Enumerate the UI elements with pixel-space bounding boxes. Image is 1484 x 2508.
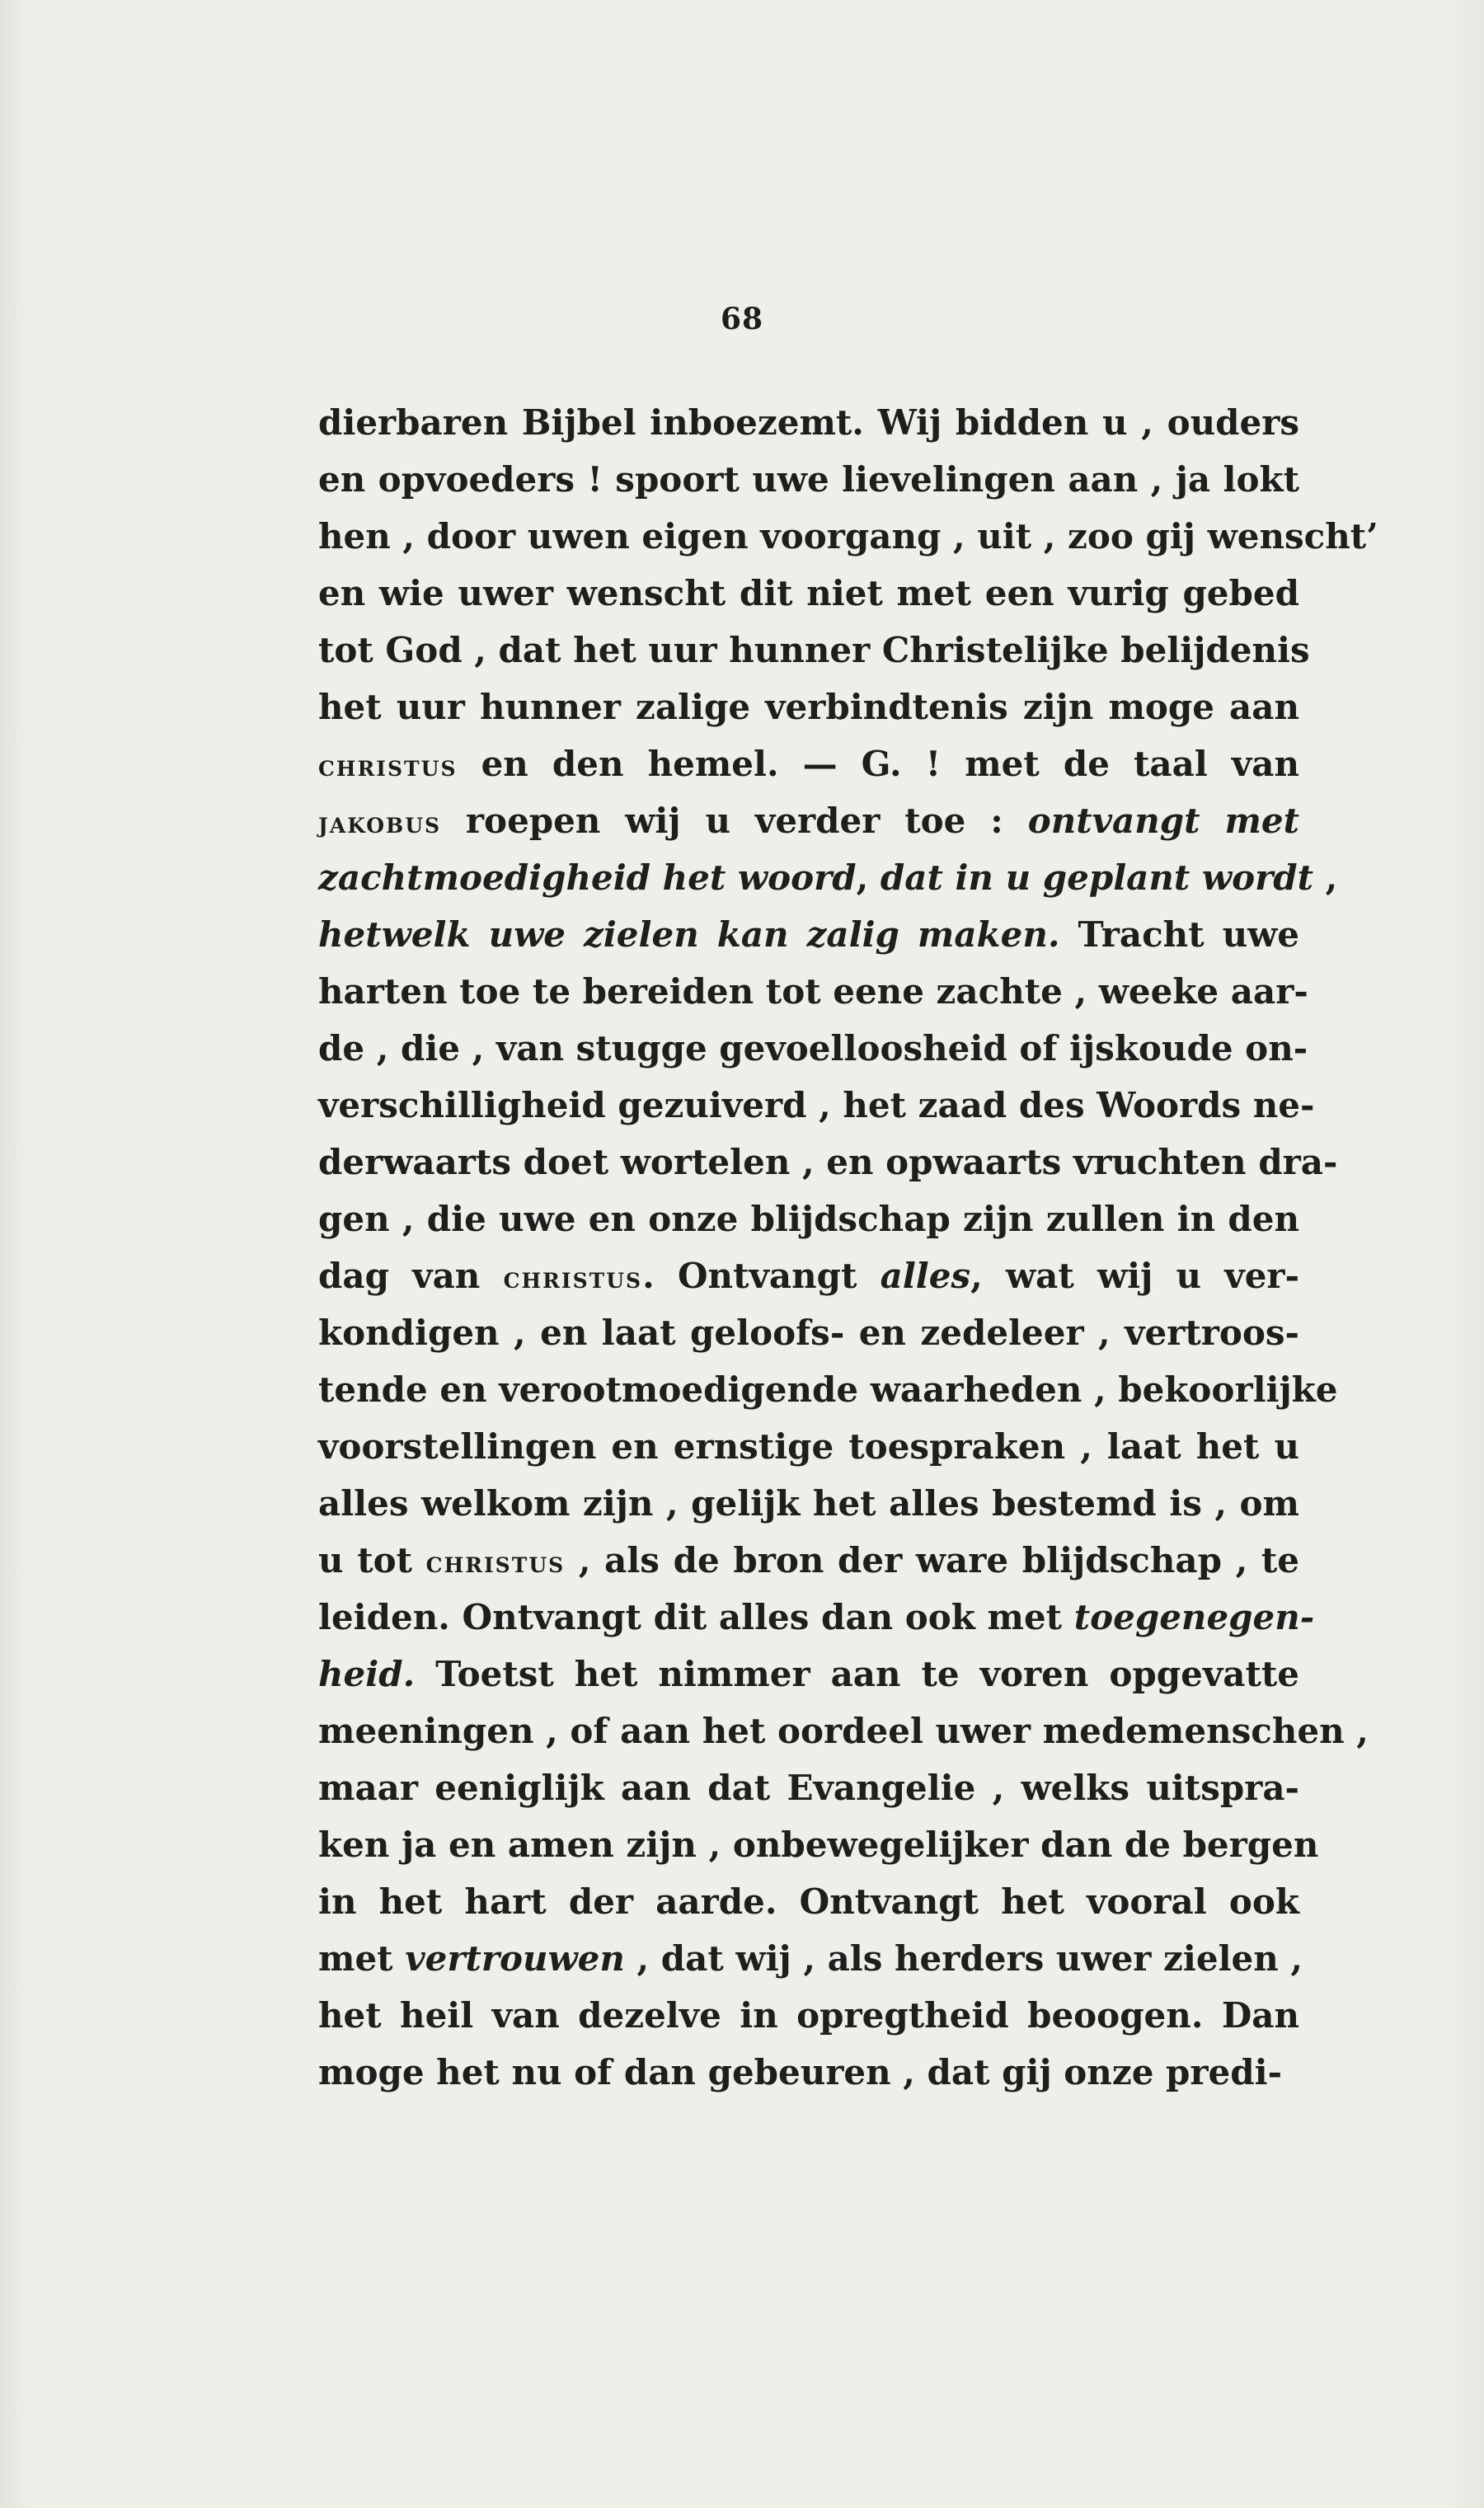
text-line bbox=[318, 1304, 1299, 1361]
text-run: en wie uwer wenscht dit niet met een vurig gebed bbox=[318, 573, 1299, 613]
page-number: 68 bbox=[720, 302, 764, 336]
text-line bbox=[318, 1191, 1299, 1247]
text-run: kondigen , en laat geloofs- en zedeleer , vertroos- bbox=[318, 1313, 1299, 1353]
text-line bbox=[318, 906, 1299, 963]
text-run: , bbox=[856, 857, 881, 898]
text-line bbox=[318, 1361, 1338, 1418]
text-run: harten toe te bereiden tot eene zachte , weeke aar- bbox=[318, 971, 1308, 1012]
text-run: voorstellingen en ernstige toespraken , laat het u bbox=[318, 1426, 1299, 1467]
text-run: , bbox=[1313, 857, 1338, 898]
text-run: meeningen , of aan het oordeel uwer medemenschen , bbox=[318, 1711, 1369, 1751]
text-run: leiden. Ontvangt dit alles dan ook met bbox=[318, 1597, 1074, 1637]
italic-phrase: alles bbox=[880, 1256, 971, 1296]
body-text bbox=[318, 394, 1378, 2101]
text-run: Tracht uwe bbox=[1059, 914, 1299, 955]
text-run: roepen wij u verder toe : bbox=[441, 801, 1028, 841]
italic-phrase: toegenegen- bbox=[1073, 1597, 1315, 1637]
text-line bbox=[318, 849, 1338, 906]
text-run: gen , die uwe en onze blijdschap zijn zullen in den bbox=[318, 1199, 1299, 1239]
text-line bbox=[318, 508, 1378, 565]
text-line bbox=[318, 1589, 1315, 1646]
text-line bbox=[318, 1475, 1299, 1532]
text-line bbox=[318, 2044, 1299, 2101]
text-line bbox=[318, 1247, 1299, 1304]
text-run: het heil van dezelve in opregtheid beoogen. Dan bbox=[318, 1995, 1299, 2036]
text-line bbox=[318, 1077, 1315, 1134]
text-run: , wat wij u ver- bbox=[970, 1256, 1299, 1296]
text-run: moge het nu of dan gebeuren , dat gij onze predi- bbox=[318, 2052, 1283, 2092]
text-line bbox=[318, 1930, 1303, 1987]
text-line bbox=[318, 1759, 1299, 1816]
italic-phrase: vertrouwen bbox=[405, 1938, 625, 1979]
text-line bbox=[318, 1134, 1338, 1191]
small-caps-name: christus bbox=[318, 749, 458, 783]
text-run: u tot bbox=[318, 1540, 426, 1580]
text-line bbox=[318, 792, 1299, 849]
text-line bbox=[318, 565, 1299, 622]
text-run: , als de bron der ware blijdschap , te bbox=[565, 1540, 1299, 1580]
text-run: , dat wij , als herders uwer zielen , bbox=[624, 1938, 1303, 1979]
text-line bbox=[318, 394, 1299, 451]
small-caps-name: christus bbox=[425, 1545, 566, 1580]
small-caps-name: christus bbox=[503, 1261, 643, 1295]
text-run: ken ja en amen zijn , onbewegelijker dan de bergen bbox=[318, 1825, 1319, 1865]
text-line bbox=[318, 1873, 1299, 1930]
text-run: . Ontvangt bbox=[642, 1256, 881, 1296]
text-line bbox=[318, 679, 1299, 735]
text-run: tende en verootmoedigende waarheden , bekoorlijke bbox=[318, 1369, 1338, 1410]
text-run: in het hart der aarde. Ontvangt het vooral ook bbox=[318, 1881, 1299, 1922]
text-run: en den hemel. — G. ! met de taal van bbox=[457, 744, 1299, 784]
italic-phrase: dat in u geplant wordt bbox=[880, 857, 1313, 898]
text-line bbox=[318, 1646, 1299, 1703]
text-line bbox=[318, 1703, 1369, 1759]
text-run: met bbox=[318, 1938, 406, 1979]
italic-phrase: hetwelk uwe zielen kan zalig maken. bbox=[318, 914, 1060, 955]
text-run: de , die , van stugge gevoelloosheid of ijskoude on- bbox=[318, 1028, 1308, 1068]
text-line bbox=[318, 1418, 1299, 1475]
text-run: Toetst het nimmer aan te voren opgevatte bbox=[415, 1654, 1299, 1694]
text-run: het uur hunner zalige verbindtenis zijn moge aan bbox=[318, 687, 1299, 727]
text-run: hen , door uwen eigen voorgang , uit , zoo gij wenscht’ bbox=[318, 516, 1378, 557]
italic-phrase: zachtmoedigheid het woord bbox=[318, 857, 857, 898]
text-line bbox=[318, 963, 1308, 1020]
text-line bbox=[318, 1816, 1319, 1873]
text-run: derwaarts doet wortelen , en opwaarts vruchten dra- bbox=[318, 1142, 1338, 1182]
italic-phrase: heid. bbox=[318, 1654, 416, 1694]
text-run: en opvoeders ! spoort uwe lievelingen aan , ja lokt bbox=[318, 459, 1299, 500]
text-line bbox=[318, 622, 1310, 679]
text-line bbox=[318, 1020, 1308, 1077]
small-caps-name: jakobus bbox=[318, 805, 442, 840]
text-run: alles welkom zijn , gelijk het alles bestemd is , om bbox=[318, 1483, 1299, 1524]
text-run: dag van bbox=[318, 1256, 504, 1296]
text-run: maar eeniglijk aan dat Evangelie , welks uitspra- bbox=[318, 1768, 1299, 1808]
text-run: tot God , dat het uur hunner Christelijke belijdenis bbox=[318, 630, 1310, 670]
text-run: dierbaren Bijbel inboezemt. Wij bidden u , ouders bbox=[318, 402, 1299, 443]
italic-phrase: ontvangt met bbox=[1027, 801, 1300, 841]
text-run: verschilligheid gezuiverd , het zaad des Woords ne- bbox=[318, 1085, 1315, 1125]
text-line bbox=[318, 735, 1299, 792]
text-line bbox=[318, 1987, 1299, 2044]
text-line bbox=[318, 451, 1299, 508]
text-line bbox=[318, 1532, 1299, 1589]
